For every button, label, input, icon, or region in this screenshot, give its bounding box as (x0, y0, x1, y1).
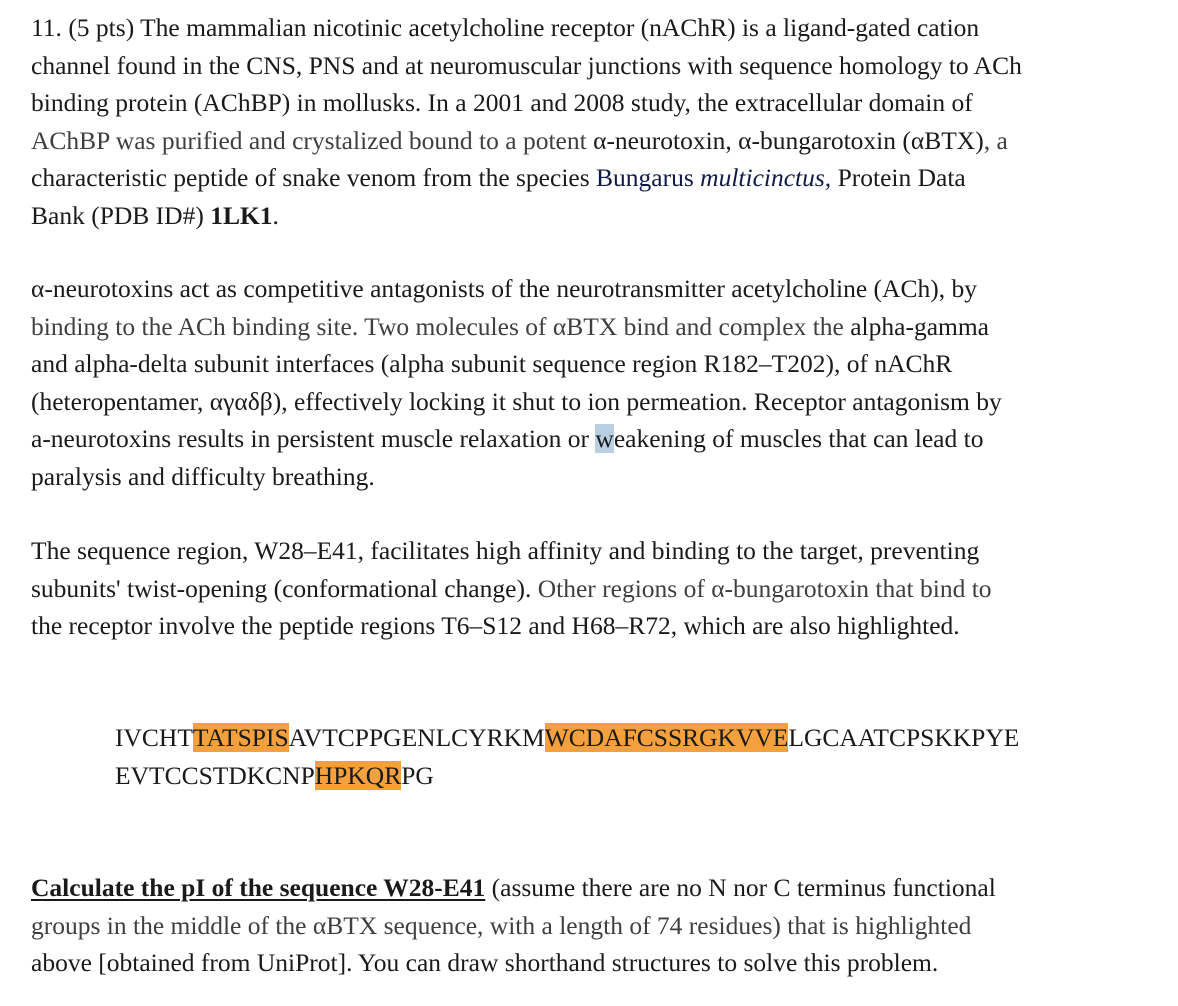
species-genus: Bungarus (596, 163, 701, 192)
task-paragraph (31, 869, 1151, 982)
sequence-segment: AVTCPPGENLCYRKM (288, 723, 545, 752)
question-number: 11. (31, 13, 62, 42)
highlighted-region: WCDAFCSSRGKVVE (544, 723, 789, 752)
intro-line-1: 11. (5 pts) The mammalian nicotinic acetylcholine receptor (nAChR) is a ligand-gated cation (31, 13, 980, 42)
sequence-segment: PG (401, 760, 434, 790)
sequence-segment: IVCHT (115, 723, 193, 752)
species-epithet: multicinctus, (700, 163, 832, 192)
question-points: (5 pts) (68, 13, 135, 42)
mechanism-line-6: paralysis and difficulty breathing. (31, 461, 375, 491)
highlighted-region: TATSPIS (192, 723, 289, 752)
task-heading: Calculate the pI of the sequence W28-E41 (31, 873, 486, 902)
task-line-3: above [obtained from UniProt]. You can draw shorthand structures to solve this problem. (31, 948, 939, 977)
task-line-1: Calculate the pI of the sequence W28-E41 (assume there are no N nor C terminus functional (31, 873, 996, 902)
intro-paragraph (31, 9, 1151, 234)
mechanism-line-4: (heteropentamer, αγαδβ), effectively locking it shut to ion permeation. Receptor antagonism by (31, 386, 1002, 416)
mechanism-line-2: binding to the ACh binding site. Two molecules of αBTX bind and complex the alpha-gamma (31, 311, 990, 341)
mechanism-line-5: a-neurotoxins results in persistent muscle relaxation or weakening of muscles that can lead to (31, 424, 984, 453)
sequence-segment: LGCAATCPSKKPYE (788, 723, 1020, 752)
task-line-2: groups in the middle of the αBTX sequence, with a length of 74 residues) that is highlighted (31, 910, 972, 940)
intro-line-6: Bank (PDB ID#) 1LK1. (31, 200, 279, 230)
intro-line-2: channel found in the CNS, PNS and at neuromuscular junctions with sequence homology to ACh (31, 50, 1022, 80)
sequence-line-1 (115, 719, 1019, 757)
region-line-1: The sequence region, W28–E41, facilitates high affinity and binding to the target, preventing (31, 536, 980, 565)
mechanism-line-3: and alpha-delta subunit interfaces (alpha subunit sequence region R182–T202), of nAChR (31, 349, 953, 378)
region-line-2: subunits' twist-opening (conformational change). Other regions of α-bungarotoxin that bind to (31, 573, 992, 603)
mechanism-paragraph (31, 270, 1151, 495)
text-selection[interactable]: w (595, 424, 614, 453)
region-line-3: the receptor involve the peptide regions T6–S12 and H68–R72, which are also highlighted. (31, 611, 960, 640)
highlighted-region: HPKQR (314, 760, 402, 790)
pdb-id: 1LK1 (210, 200, 273, 230)
intro-line-5: characteristic peptide of snake venom from the species Bungarus multicinctus, Protein Data (31, 163, 966, 192)
intro-line-3: binding protein (AChBP) in mollusks. In a 2001 and 2008 study, the extracellular domain of (31, 88, 973, 117)
intro-line-4: AChBP was purified and crystalized bound to a potent α-neurotoxin, α-bungarotoxin (αBTX), a (31, 125, 1008, 155)
region-paragraph (31, 532, 1151, 645)
peptide-sequence (115, 719, 1019, 794)
sequence-line-2 (115, 757, 1019, 795)
mechanism-line-1: α-neurotoxins act as competitive antagonists of the neurotransmitter acetylcholine (ACh), by (31, 274, 977, 303)
sequence-segment: EVTCCSTDKCNP (115, 760, 315, 790)
